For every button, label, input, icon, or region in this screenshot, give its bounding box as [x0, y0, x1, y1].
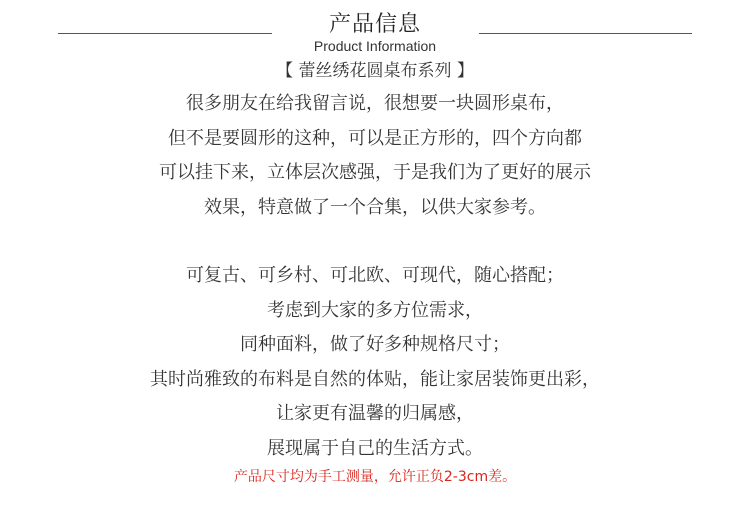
measurement-note: 产品尺寸均为手工测量，允许正负2-3cm差。 [233, 469, 517, 485]
text-line: 可以挂下来，立体层次感强，于是我们为了更好的展示 [159, 162, 591, 183]
text-line: 可复古、可乡村、可北欧、可现代，随心搭配； [186, 265, 564, 286]
text-line: 但不是要圆形的这种，可以是正方形的，四个方向都 [168, 127, 582, 149]
product-description [0, 58, 750, 487]
series-title: 【 蕾丝绣花圆桌布系列 】 [276, 61, 474, 81]
section-subtitle: Product Information [313, 38, 437, 54]
section-title: 产品信息 [328, 12, 421, 37]
features-paragraph [0, 259, 750, 466]
header-divider-right [479, 33, 692, 34]
text-line: 效果，特意做了一个合集，以供大家参考。 [204, 196, 546, 218]
intro-paragraph [0, 87, 750, 225]
text-line: 让家更有温馨的归属感， [276, 403, 474, 424]
text-line: 其时尚雅致的布料是自然的体贴，能让家居装饰更出彩， [150, 368, 600, 390]
section-header [0, 0, 750, 60]
text-line: 考虑到大家的多方位需求， [267, 299, 483, 321]
text-line: 展现属于自己的生活方式。 [267, 437, 483, 459]
text-line: 很多朋友在给我留言说，很想要一块圆形桌布， [186, 93, 564, 114]
text-line: 同种面料，做了好多种规格尺寸； [240, 334, 510, 355]
